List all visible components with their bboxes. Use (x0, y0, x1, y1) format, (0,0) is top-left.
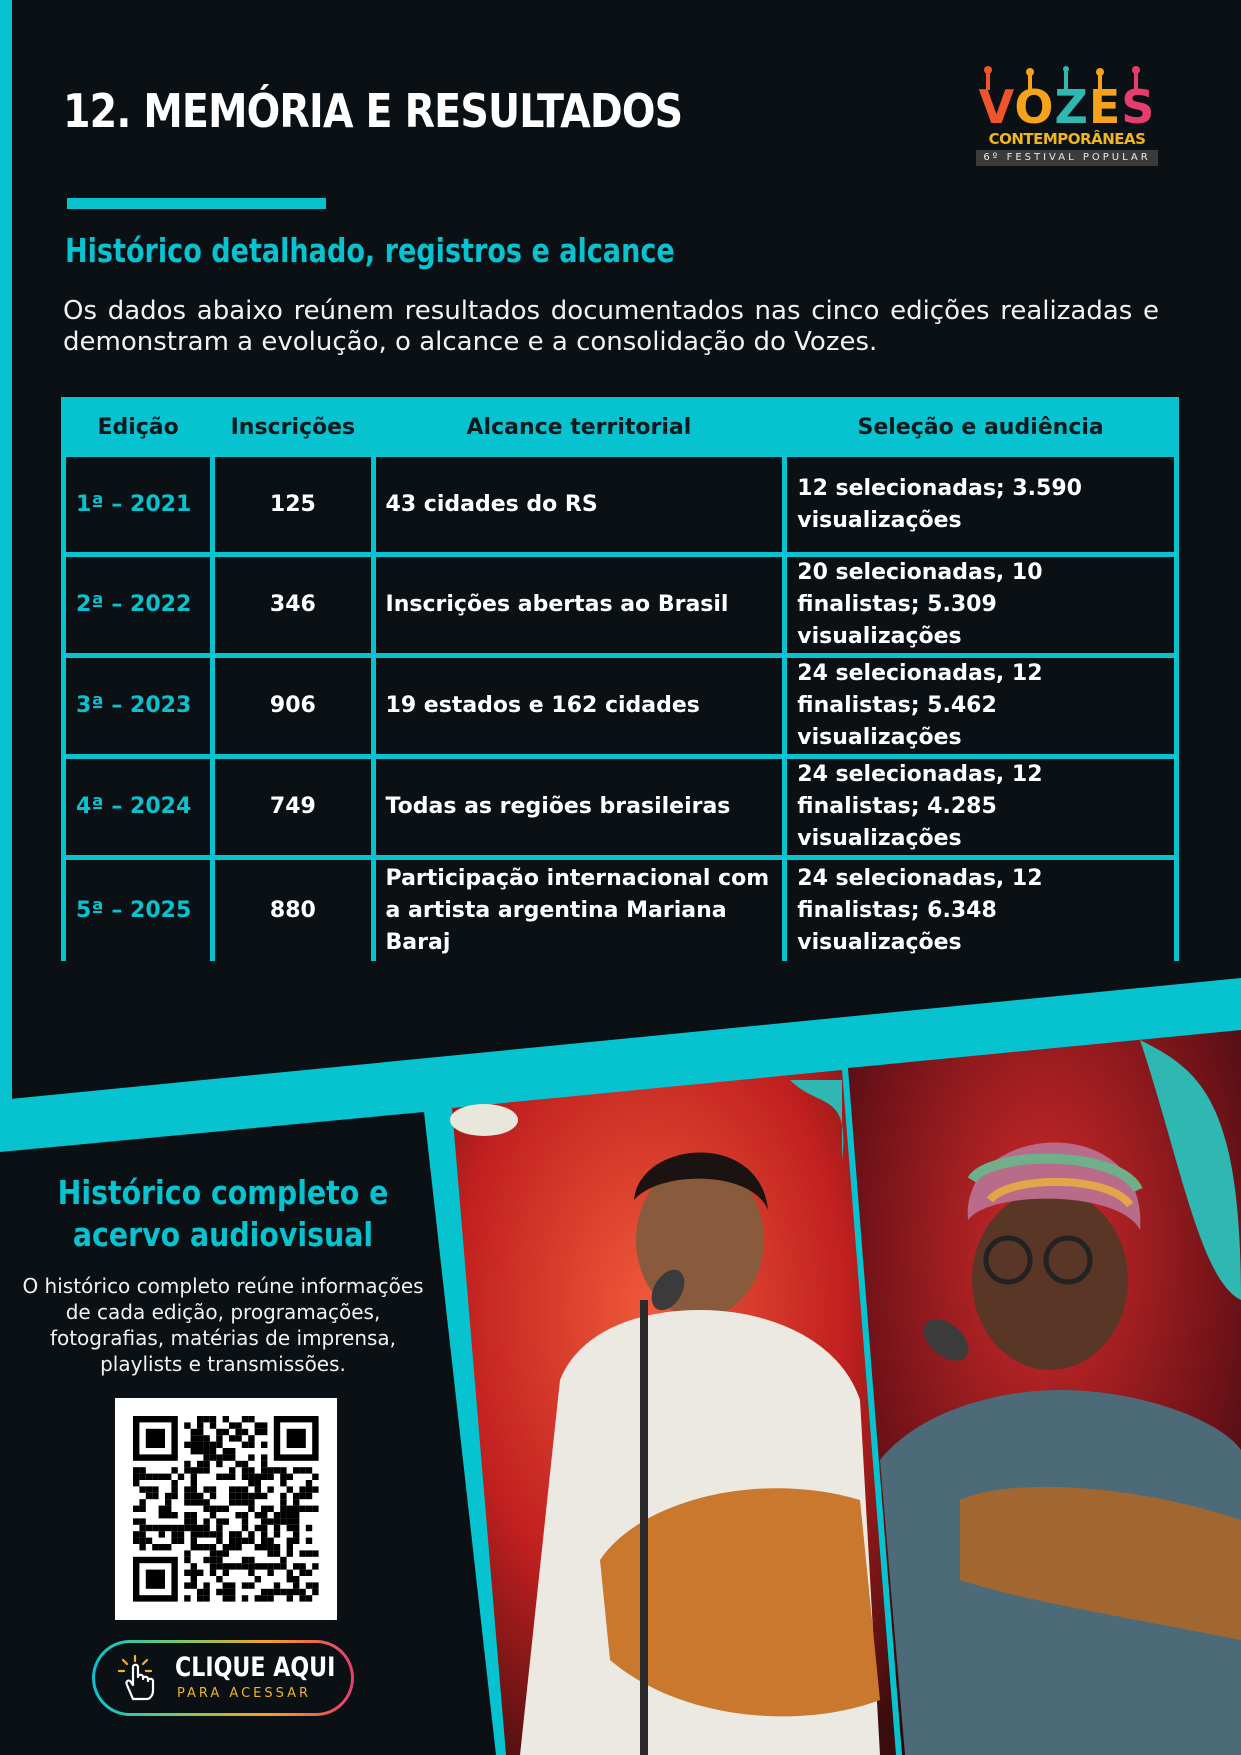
archive-description: O histórico completo reúne informações de cada edição, programações, fotografias, matérias de imprensa, playlists e transmissões. (22, 1274, 424, 1376)
selection-cell: 12 selecionadas; 3.590 visualizações (787, 457, 1174, 552)
archive-qr-code[interactable] (115, 1398, 337, 1620)
selection-cell: 20 selecionadas, 10 finalistas; 5.309 visualizações (787, 557, 1174, 653)
selection-cell: 24 selecionadas, 12 finalistas; 4.285 visualizações (787, 759, 1174, 855)
edition-cell: 3ª – 2023 (66, 658, 210, 754)
registrations-cell: 880 (215, 860, 370, 962)
selection-cell: 24 selecionadas, 12 finalistas; 6.348 visualizações (787, 860, 1174, 962)
column-header-edition: Edição (97, 414, 179, 440)
edition-cell: 4ª – 2024 (66, 759, 210, 855)
edition-cell: 5ª – 2025 (66, 860, 210, 962)
logo-tagline: 6º FESTIVAL POPULAR (976, 150, 1158, 166)
section-subtitle: Histórico detalhado, registros e alcance (65, 231, 675, 270)
logo-subtitle: CONTEMPORÂNEAS (988, 130, 1146, 148)
reach-cell: Participação internacional com a artista argentina Mariana Baraj (376, 860, 783, 962)
logo-wordmark: VOZES (978, 80, 1156, 134)
singer-guitarist-photo-2 (848, 1030, 1241, 1755)
intro-paragraph: Os dados abaixo reúnem resultados documentados nas cinco edições realizadas e demonstram a evolução, o alcance e a consolidação do Vozes. (63, 296, 1159, 357)
edition-cell: 1ª – 2021 (66, 457, 210, 552)
reach-cell: 43 cidades do RS (376, 457, 783, 552)
singer-guitarist-photo-1 (450, 1070, 896, 1755)
qr-code-pattern (115, 1398, 337, 1620)
archive-title: Histórico completo e acervo audiovisual (57, 1173, 389, 1254)
reach-cell: Todas as regiões brasileiras (376, 759, 783, 855)
cta-sub-label: PARA ACESSAR (177, 1686, 312, 1701)
column-header-registrations: Inscrições (230, 414, 356, 440)
reach-cell: 19 estados e 162 cidades (376, 658, 783, 754)
registrations-cell: 906 (215, 658, 370, 754)
edition-cell: 2ª – 2022 (66, 557, 210, 653)
registrations-cell: 749 (215, 759, 370, 855)
selection-cell: 24 selecionadas, 12 finalistas; 5.462 visualizações (787, 658, 1174, 754)
access-archive-button[interactable] (95, 1643, 351, 1713)
cta-main-label: CLIQUE AQUI (175, 1652, 336, 1683)
column-header-reach: Alcance territorial (466, 414, 692, 440)
column-header-selection: Seleção e audiência (857, 414, 1104, 440)
hand-pointer-icon (115, 1655, 161, 1701)
registrations-cell: 125 (215, 457, 370, 552)
page-title: 12. MEMÓRIA E RESULTADOS (63, 84, 683, 138)
reach-cell: Inscrições abertas ao Brasil (376, 557, 783, 653)
registrations-cell: 346 (215, 557, 370, 653)
